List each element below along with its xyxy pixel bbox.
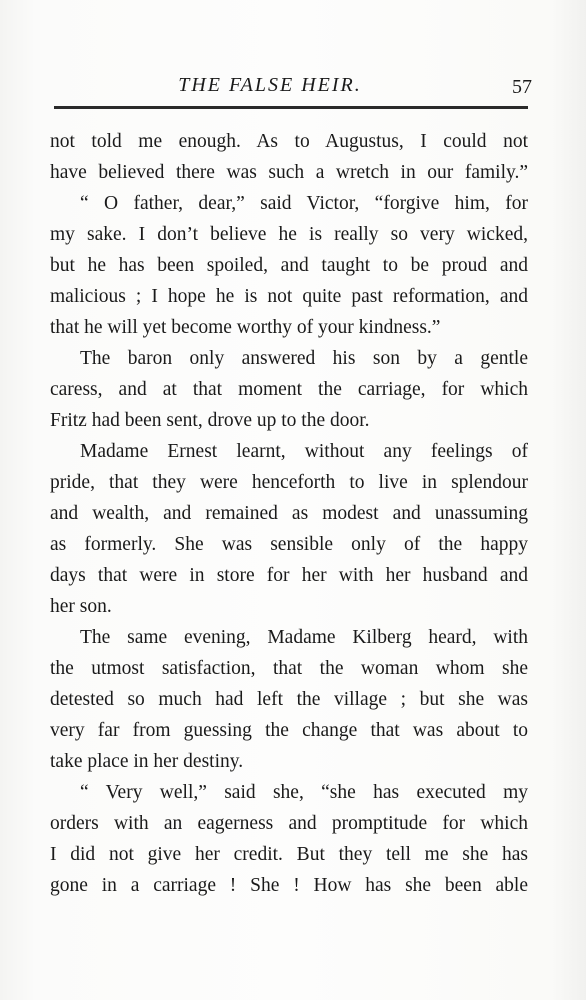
text-line: not told me enough. As to Augustus, I could not xyxy=(50,131,528,152)
text-line: my sake. I don’t believe he is really so very wicked, xyxy=(50,224,528,245)
running-title: THE FALSE HEIR. xyxy=(178,74,362,96)
text-line: “ O father, dear,” said Victor, “forgive him, for xyxy=(80,193,528,214)
text-line: the utmost satisfaction, that the woman whom she xyxy=(50,658,528,679)
text-line: her son. xyxy=(50,596,112,617)
text-line: as formerly. She was sensible only of the happy xyxy=(50,534,528,555)
page-number: 57 xyxy=(512,76,532,98)
text-line: pride, that they were henceforth to live in splendour xyxy=(50,472,528,493)
body-text xyxy=(50,126,528,901)
text-line: gone in a carriage ! She ! How has she been able xyxy=(50,875,528,896)
text-line: but he has been spoiled, and taught to be proud and xyxy=(50,255,528,276)
text-line: very far from guessing the change that was about to xyxy=(50,720,528,741)
text-line: orders with an eagerness and promptitude for which xyxy=(50,813,528,834)
text-line: Fritz had been sent, drove up to the door. xyxy=(50,410,370,431)
text-line: I did not give her credit. But they tell me she has xyxy=(50,844,528,865)
text-line: caress, and at that moment the carriage, for which xyxy=(50,379,528,400)
text-line: malicious ; I hope he is not quite past reformation, and xyxy=(50,286,528,307)
text-line: take place in her destiny. xyxy=(50,751,244,772)
text-line: days that were in store for her with her husband and xyxy=(50,565,528,586)
text-line: have believed there was such a wretch in our family.” xyxy=(50,162,528,183)
text-line: and wealth, and remained as modest and unassuming xyxy=(50,503,528,524)
text-line: detested so much had left the village ; but she was xyxy=(50,689,528,710)
text-line: The same evening, Madame Kilberg heard, with xyxy=(80,627,528,648)
text-line: that he will yet become worthy of your kindness.” xyxy=(50,317,441,338)
text-line: The baron only answered his son by a gentle xyxy=(80,348,528,369)
header-rule xyxy=(54,106,528,109)
page-header xyxy=(0,70,586,104)
text-line: Madame Ernest learnt, without any feelings of xyxy=(80,441,528,462)
text-line: “ Very well,” said she, “she has executed my xyxy=(80,782,528,803)
